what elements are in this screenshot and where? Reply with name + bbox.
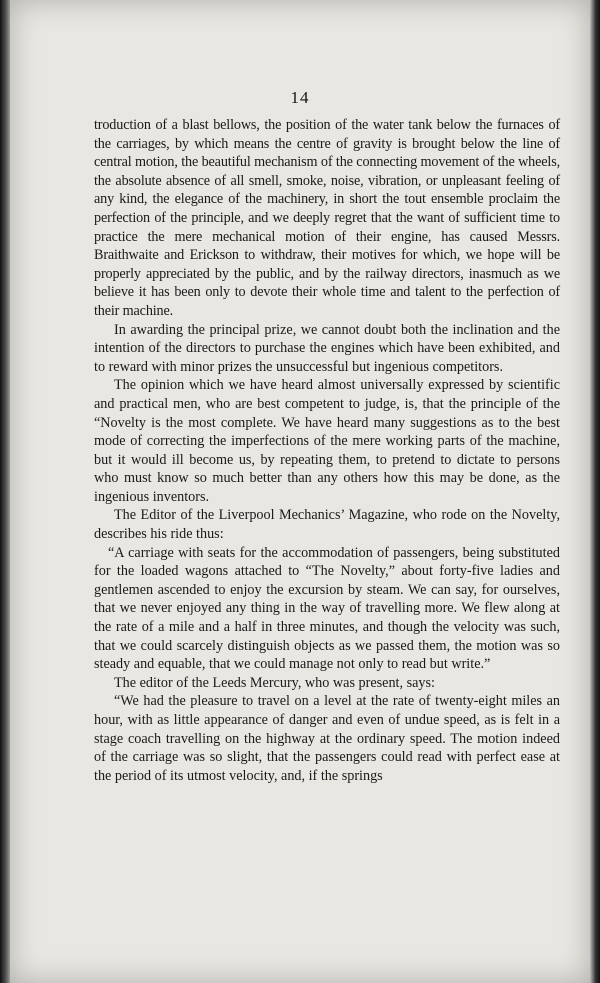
paragraph-4: The Editor of the Liverpool Mechanics’ Magazine, who rode on the Novelty, describes his ride thus:: [94, 507, 560, 543]
right-page-edge: [590, 0, 600, 983]
body-text: [94, 116, 560, 785]
paragraph-5: The editor of the Leeds Mercury, who was present, says:: [114, 674, 435, 691]
quote-liverpool: “A carriage with seats for the accommodation of passengers, being substituted for the loaded wagons attached to “The Novelty,” about forty-five ladies and gentlemen ascended to enjoy the excursion by steam. We can say, for ourselves, that we never enjoyed any thing in the way of travelling more. We flew along at the rate of a mile and a half in three minutes, and though the velocity was such, that we could scarcely distinguish objects as we passed them, the motion was so steady and equable, that we could manage not only to read but write.”: [94, 544, 560, 673]
quote-leeds: “We had the pleasure to travel on a level at the rate of twenty-eight miles an hour, with as little appearance of danger and even of undue speed, as is felt in a stage coach travelling on the highway at the ordinary speed. The motion indeed of the carriage was so slight, that the passengers could read with perfect ease at the period of its utmost velocity, and, if the springs: [94, 693, 560, 784]
paragraph-2: In awarding the principal prize, we cannot doubt both the inclination and the intention of the directors to purchase the engines which have been exhibited, and to reward with minor prizes the unsuccessful but ingenious competitors.: [94, 321, 560, 375]
paragraph-1: troduction of a blast bellows, the position of the water tank below the furnaces of the carriages, by which means the centre of gravity is brought below the line of central motion, the beautiful mechanism of the connecting movement of the wheels, the absolute absence of all smell, smoke, noise, vibration, or unpleasant feeling of any kind, the elegance of the machinery, in short the tout ensemble proclaim the perfection of the principle, and we deeply regret that the want of sufficient time to practice the mere mechanical motion of their engine, has caused Messrs. Braithwaite and Erickson to withdraw, their motives for which, we hope will be properly appreciated by the public, and by the railway directors, inasmuch as we believe it has been only to devote their whole time and talent to the perfection of their machine.: [94, 117, 560, 319]
left-binding-edge: [0, 0, 10, 983]
page-number: 14: [290, 88, 310, 107]
paragraph-3: The opinion which we have heard almost universally expressed by scientific and practical men, who are best competent to judge, is, that the principle of the “Novelty is the most complete. We have heard many suggestions as to the best mode of correcting the imperfections of the mere working parts of the machine, but it would ill become us, by repeating them, to pretend to dictate to persons who must know so much better than any others how this may be done, as the ingenious inventors.: [94, 377, 560, 505]
